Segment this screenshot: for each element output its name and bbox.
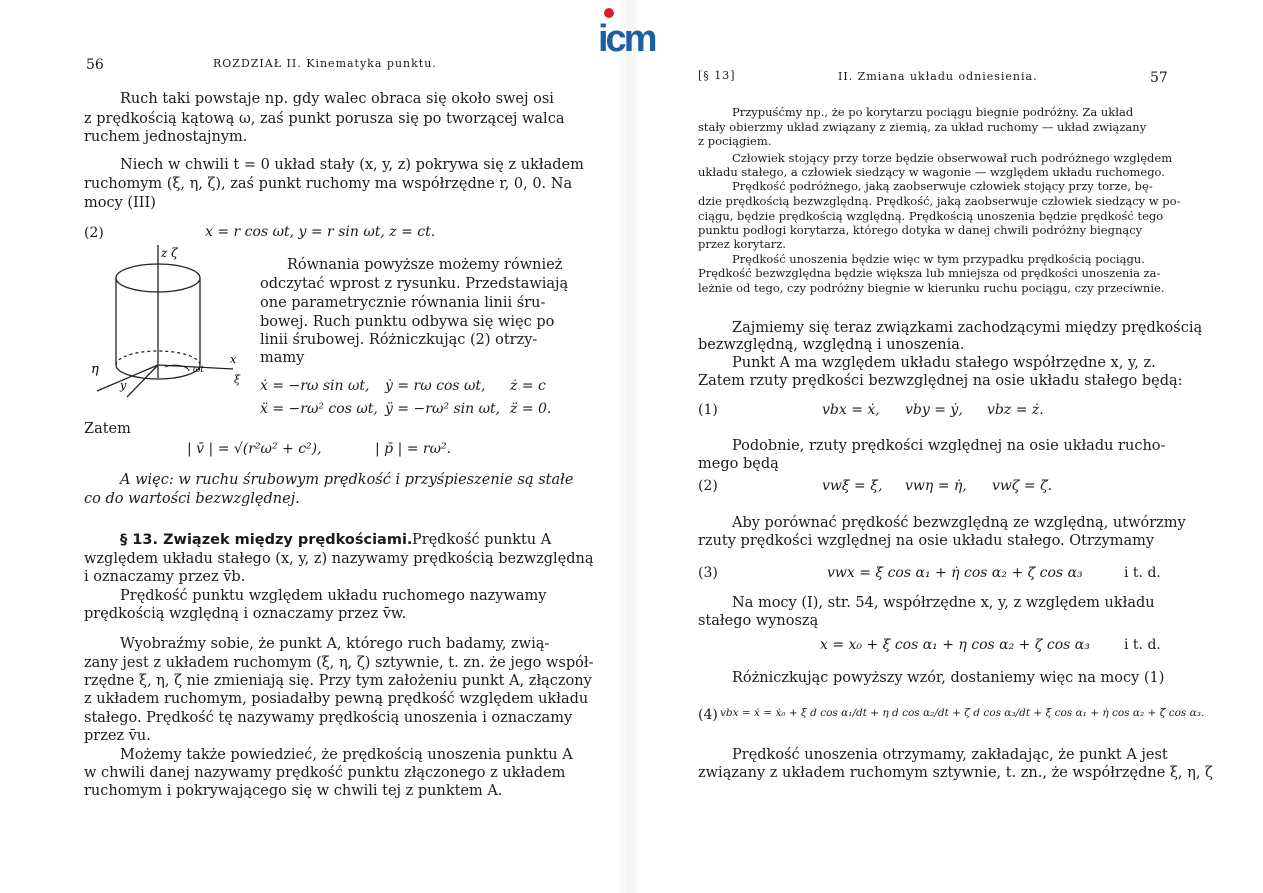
text-line: zany jest z układem ruchomym (ξ, η, ζ) sztywnie, t. zn. że jego współ- — [84, 655, 594, 671]
equation: vbx = ẋ = ẋ₀ + ξ d cos α₁/dt + η d cos α₂/dt + ζ d cos α₃/dt + ξ̇ cos α₁ + η̇ cos α₂ + ζ̇ cos α₃. — [720, 707, 1205, 719]
text-line: stałego wynoszą — [698, 613, 819, 629]
figure-angle-label: ωt — [193, 365, 204, 375]
page-number: 57 — [1150, 70, 1168, 86]
equation: vbz = ż. — [987, 402, 1044, 418]
text-line: prędkością względną i oznaczamy przez v̄w. — [84, 606, 407, 622]
equation-note: i t. d. — [1124, 637, 1161, 653]
derivative: ÿ = −rω² sin ωt, — [385, 401, 501, 417]
equation: vbx = ẋ, — [822, 402, 880, 418]
text-line: względem układu stałego (x, y, z) nazywamy prędkością bezwzględną — [84, 551, 594, 567]
text-line: ruchomym i pokrywającego się w chwili tej z punktem A. — [84, 783, 503, 799]
small-text-line: punktu podłogi korytarza, którego dotyka w danej chwili podróżny biegnący — [698, 223, 1143, 237]
equation: | p̄ | = rω². — [375, 441, 452, 457]
text-line: ruchem jednostajnym. — [84, 129, 248, 145]
equation-note: i t. d. — [1124, 565, 1161, 581]
running-head: ROZDZIAŁ II. Kinematyka punktu. — [213, 57, 437, 70]
text-line: i oznaczamy przez v̄b. — [84, 569, 246, 585]
text-line: Zatem rzuty prędkości bezwzględnej na osie układu stałego będą: — [698, 373, 1183, 389]
figure-eta-label: η — [91, 362, 99, 377]
equation-label: (2) — [698, 478, 718, 494]
text-line: Prędkość punktu A — [412, 532, 552, 548]
text-line: Punkt A ma względem układu stałego współrzędne x, y, z. — [732, 355, 1156, 371]
text-line: Równania powyższe możemy również — [287, 257, 563, 273]
text-line: linii śrubowej. Różniczkując (2) otrzy- — [260, 332, 538, 348]
running-head: II. Zmiana układu odniesienia. — [838, 70, 1038, 83]
helix-figure — [85, 243, 250, 403]
derivative: ż = c — [510, 378, 546, 394]
small-text-line: z pociągiem. — [698, 134, 772, 148]
equation: vwx = ξ̇ cos α₁ + η̇ cos α₂ + ζ̇ cos α₃ — [827, 565, 1083, 581]
text-line: bezwzględną, względną i unoszenia. — [698, 337, 965, 353]
equation-label: (4) — [698, 707, 718, 723]
figure-z-label: z ζ — [161, 246, 178, 260]
equation-label: (1) — [698, 402, 718, 418]
text-line: odczytać wprost z rysunku. Przedstawiają — [260, 276, 569, 292]
book-fold — [618, 0, 640, 893]
small-text-line: ciągu, będzie prędkością względną. Prędkością unoszenia będzie prędkość tego — [698, 209, 1164, 223]
text-line: z prędkością kątową ω, zaś punkt porusza się po tworzącej walca — [84, 111, 565, 127]
section-mark: [§ 13] — [698, 69, 736, 82]
figure-y-label: y — [120, 379, 127, 392]
equation: x = x₀ + ξ cos α₁ + η cos α₂ + ζ cos α₃ — [820, 637, 1090, 653]
text-line: Różniczkując powyższy wzór, dostaniemy więc na mocy (1) — [732, 670, 1165, 686]
derivative: z̈ = 0. — [510, 401, 552, 417]
figure-xi-label: ξ — [234, 373, 241, 386]
derivative: ẍ = −rω² cos ωt, — [260, 401, 378, 417]
text-line: bowej. Ruch punktu odbywa się więc po — [260, 314, 555, 330]
equation: x = r cos ωt, y = r sin ωt, z = ct. — [205, 224, 436, 240]
small-text-line: Prędkość unoszenia będzie więc w tym przypadku prędkością pociągu. — [732, 252, 1145, 266]
logo-text: icm — [598, 18, 655, 60]
equation-label: (2) — [84, 225, 104, 241]
text-line: Ruch taki powstaje np. gdy walec obraca się około swej osi — [120, 91, 554, 107]
text-line: Zajmiemy się teraz związkami zachodzącymi między prędkością — [732, 320, 1203, 336]
text-line: mocy (III) — [84, 195, 156, 211]
text-line: Wyobraźmy sobie, że punkt A, którego ruch badamy, zwią- — [120, 636, 550, 652]
page-number: 56 — [86, 57, 104, 73]
text-line: rzuty prędkości względnej na osie układu stałego. Otrzymamy — [698, 533, 1155, 549]
text-line: Zatem — [84, 421, 131, 437]
text-line: Prędkość unoszenia otrzymamy, zakładając, że punkt A jest — [732, 747, 1168, 763]
equation: vwξ = ξ̇, — [822, 478, 883, 494]
section-heading: § 13. Związek między prędkościami. — [120, 532, 413, 548]
text-line: Na mocy (I), str. 54, współrzędne x, y, z względem układu — [732, 595, 1155, 611]
right-page — [640, 0, 1263, 893]
equation: vwζ = ζ̇. — [992, 478, 1053, 494]
text-line: Aby porównać prędkość bezwzględną ze względną, utwórzmy — [732, 515, 1186, 531]
small-text-line: Człowiek stojący przy torze będzie obserwował ruch podróżnego względem — [732, 151, 1173, 165]
text-line: rzędne ξ, η, ζ nie zmieniają się. Przy tym założeniu punkt A, złączony — [84, 673, 592, 689]
text-line: przez v̄u. — [84, 728, 151, 744]
text-line: Możemy także powiedzieć, że prędkością unoszenia punktu A — [120, 747, 573, 763]
derivative: ẋ = −rω sin ωt, — [260, 378, 370, 394]
derivative: ẏ = rω cos ωt, — [385, 378, 486, 394]
text-line: mego będą — [698, 456, 779, 472]
text-line: z układem ruchomym, posiadałby pewną prędkość względem układu — [84, 691, 589, 707]
text-line: związany z układem ruchomym sztywnie, t. zn., że współrzędne ξ, η, ζ — [698, 765, 1213, 781]
small-text-line: leżnie od tego, czy podróżny biegnie w kierunku ruchu pociągu, czy przeciwnie. — [698, 281, 1165, 295]
equation: vby = ẏ, — [905, 402, 963, 418]
small-text-line: przez korytarz. — [698, 237, 787, 251]
small-text-line: Prędkość bezwzględna będzie większa lub mniejsza od prędkości unoszenia za- — [698, 266, 1161, 280]
text-line: one parametrycznie równania linii śru- — [260, 295, 546, 311]
text-line: co do wartości bezwzględnej. — [84, 491, 300, 507]
text-line: A więc: w ruchu śrubowym prędkość i przyśpieszenie są stałe — [120, 472, 574, 488]
text-line: Prędkość punktu względem układu ruchomego nazywamy — [120, 588, 547, 604]
figure-x-label: x — [230, 353, 237, 366]
text-line: ruchomym (ξ, η, ζ), zaś punkt ruchomy ma współrzędne r, 0, 0. Na — [84, 176, 573, 192]
small-text-line: stały obierzmy układ związany z ziemią, za układ ruchomy — układ związany — [698, 120, 1147, 134]
small-text-line: dzie prędkością bezwzględną. Prędkość, jaką zaobserwuje człowiek siedzący w po- — [698, 194, 1181, 208]
text-line: Niech w chwili t = 0 układ stały (x, y, z) pokrywa się z układem — [120, 157, 584, 173]
small-text-line: Przypuśćmy np., że po korytarzu pociągu biegnie podróżny. Za układ — [732, 105, 1134, 119]
text-line: stałego. Prędkość tę nazywamy prędkością unoszenia i oznaczamy — [84, 710, 573, 726]
small-text-line: układu stałego, a człowiek siedzący w wagonie — względem układu ruchomego. — [698, 165, 1165, 179]
equation: vwη = η̇, — [905, 478, 967, 494]
text-line: w chwili danej nazywamy prędkość punktu złączonego z układem — [84, 765, 566, 781]
text-line: Podobnie, rzuty prędkości względnej na osie układu rucho- — [732, 438, 1166, 454]
equation: | v̄ | = √(r²ω² + c²), — [187, 441, 322, 457]
text-line: mamy — [260, 350, 305, 366]
equation-label: (3) — [698, 565, 718, 581]
small-text-line: Prędkość podróżnego, jaką zaobserwuje człowiek stojący przy torze, bę- — [732, 179, 1153, 193]
left-page — [0, 0, 615, 893]
